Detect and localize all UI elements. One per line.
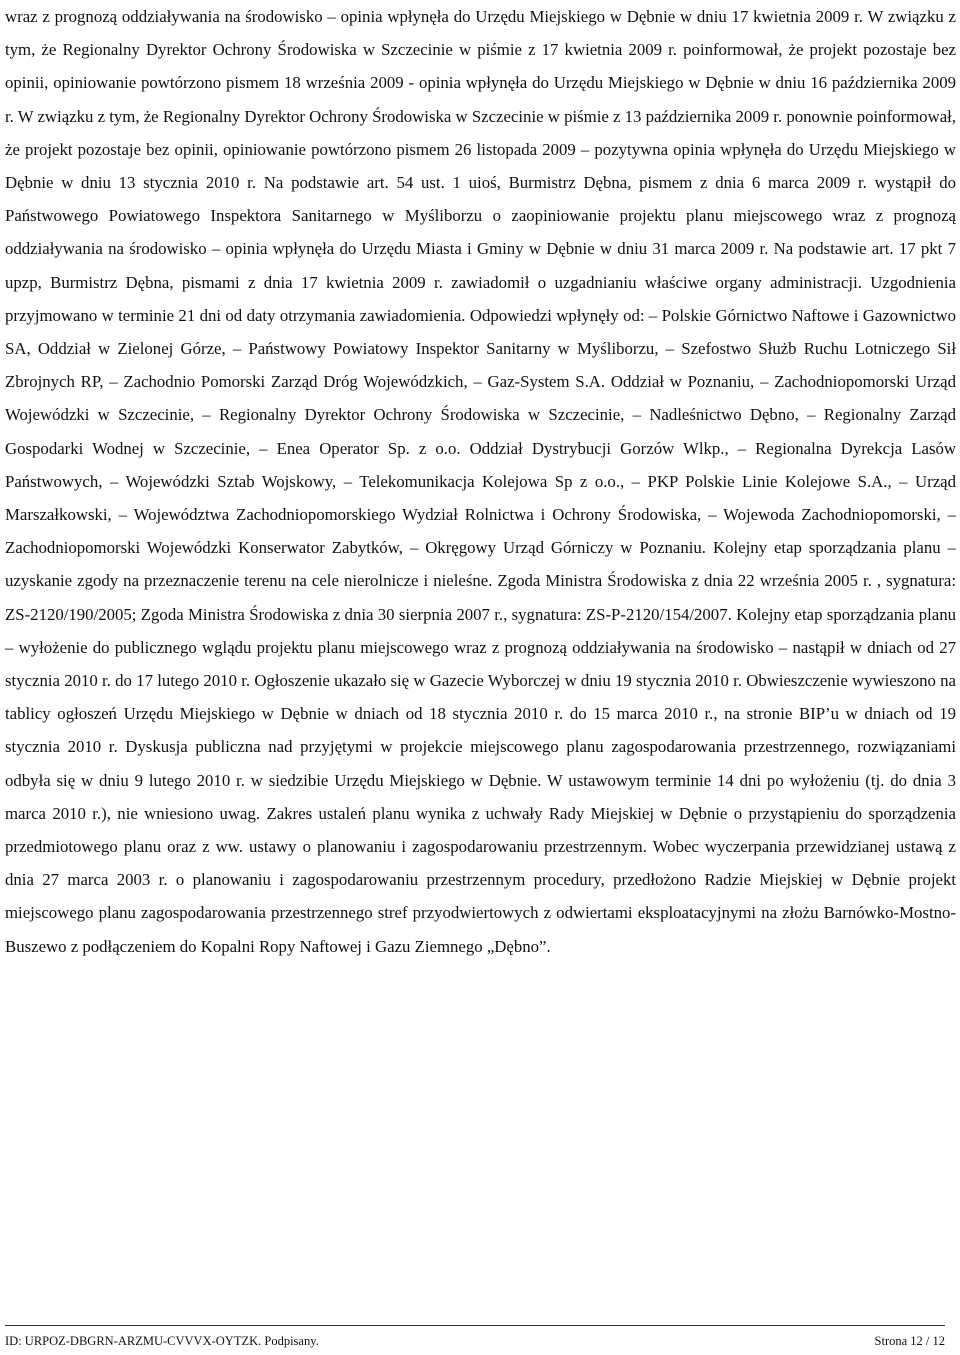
body-paragraph: wraz z prognozą oddziaływania na środowisko – opinia wpłynęła do Urzędu Miejskiego w Dębnie w dniu 17 kwietnia 2009 r. W związku z tym, że Regionalny Dyrektor Ochrony Środowiska w Szczecinie w piśmie z 17 kwietnia 2009 r. poinformował, że projekt pozostaje bez opinii, opiniowanie powtórzono pismem 18 września 2009 - opinia wpłynęła do Urzędu Miejskiego w Dębnie w dniu 16 października 2009 r. W związku z tym, że Regionalny Dyrektor Ochrony Środowiska w Szczecinie w piśmie z 13 października 2009 r. ponownie poinformował, że projekt pozostaje bez opinii, opiniowanie powtórzono pismem 26 listopada 2009 – pozytywna opinia wpłynęła do Urzędu Miejskiego w Dębnie w dniu 13 stycznia 2010 r. Na podstawie art. 54 ust. 1 uioś, Burmistrz Dębna, pismem z dnia 6 marca 2009 r. wystąpił do Państwowego Powiatowego Inspektora Sanitarnego w Myśliborzu o zaopiniowanie projektu planu miejscowego wraz z prognozą oddziaływania na środowisko – opinia wpłynęła do Urzędu Miasta i Gminy w Dębnie w dniu 31 marca 2009 r. Na podstawie art. 17 pkt 7 upzp, Burmistrz Dębna, pismami z dnia 17 kwietnia 2009 r. zawiadomił o uzgadnianiu właściwe organy administracji. Uzgodnienia przyjmowano w terminie 21 dni od daty otrzymania zawiadomienia. Odpowiedzi wpłynęły od: – Polskie Górnictwo Naftowe i Gazownictwo SA, Oddział w Zielonej Górze, – Państwowy Powiatowy Inspektor Sanitarny w Myśliborzu, – Szefostwo Służb Ruchu Lotniczego Sił Zbrojnych RP, – Zachodnio Pomorski Zarząd Dróg Wojewódzkich, – Gaz-System S.A. Oddział w Poznaniu, – Zachodniopomorski Urząd Wojewódzki w Szczecinie, – Regionalny Dyrektor Ochrony Środowiska w Szczecinie, – Nadleśnictwo Dębno, – Regionalny Zarząd Gospodarki Wodnej w Szczecinie, – Enea Operator Sp. z o.o. Oddział Dystrybucji Gorzów Wlkp., – Regionalna Dyrekcja Lasów Państwowych, – Wojewódzki Sztab Wojskowy, – Telekomunikacja Kolejowa Sp z o.o., – PKP Polskie Linie Kolejowe S.A., – Urząd Marszałkowski, – Województwa Zachodniopomorskiego Wydział Rolnictwa i Ochrony Środowiska, – Wojewoda Zachodniopomorski, – Zachodniopomorski Wojewódzki Konserwator Zabytków, – Okręgowy Urząd Górniczy w Poznaniu. Kolejny etap sporządzania planu – uzyskanie zgody na przeznaczenie terenu na cele nierolnicze i nieleśne. Zgoda Ministra Środowiska z dnia 22 września 2005 r. , sygnatura: ZS-2120/190/2005; Zgoda Ministra Środowiska z dnia 30 sierpnia 2007 r., sygnatura: ZS-P-2120/154/2007. Kolejny etap sporządzania planu – wyłożenie do publicznego wglądu projektu planu miejscowego wraz z prognozą oddziaływania na środowisko – nastąpił w dniach od 27 stycznia 2010 r. do 17 lutego 2010 r. Ogłoszenie ukazało się w Gazecie Wyborczej w dniu 19 stycznia 2010 r. Obwieszczenie wywieszono na tablicy ogłoszeń Urzędu Miejskiego w Dębnie w dniach od 18 stycznia 2010 r. do 15 marca 2010 r., na stronie BIP’u w dniach od 19 stycznia 2010 r. Dyskusja publiczna nad przyjętymi w projekcie miejscowego planu zagospodarowania przestrzennego, rozwiązaniami odbyła się w dniu 9 lutego 2010 r. w siedzibie Urzędu Miejskiego w Dębnie. W ustawowym terminie 14 dni po wyłożeniu (tj. do dnia 3 marca 2010 r.), nie wniesiono uwag. Zakres ustaleń planu wynika z uchwały Rady Miejskiej w Dębnie o przystąpieniu do sporządzenia przedmiotowego planu oraz z ww. ustawy o planowaniu i zagospodarowaniu przestrzennym. Wobec wyczerpania przewidzianej ustawą z dnia 27 marca 2003 r. o planowaniu i zagospodarowaniu przestrzennym procedury, przedłożono Radzie Miejskiej w Dębnie projekt miejscowego planu zagospodarowania przestrzennego stref przyodwiertowych z odwiertami eksploatacyjnymi na złożu Barnówko-Mostno-Buszewo z podłączeniem do Kopalni Ropy Naftowej i Gazu Ziemnego „Dębno”. — [5, 7, 956, 956]
document-id: ID: URPOZ-DBGRN-ARZMU-CVVVX-OYTZK. Podpisany. — [5, 1334, 319, 1348]
document-body — [5, 0, 956, 963]
page-number: Strona 12 / 12 — [874, 1334, 945, 1348]
page-footer — [5, 1325, 945, 1348]
